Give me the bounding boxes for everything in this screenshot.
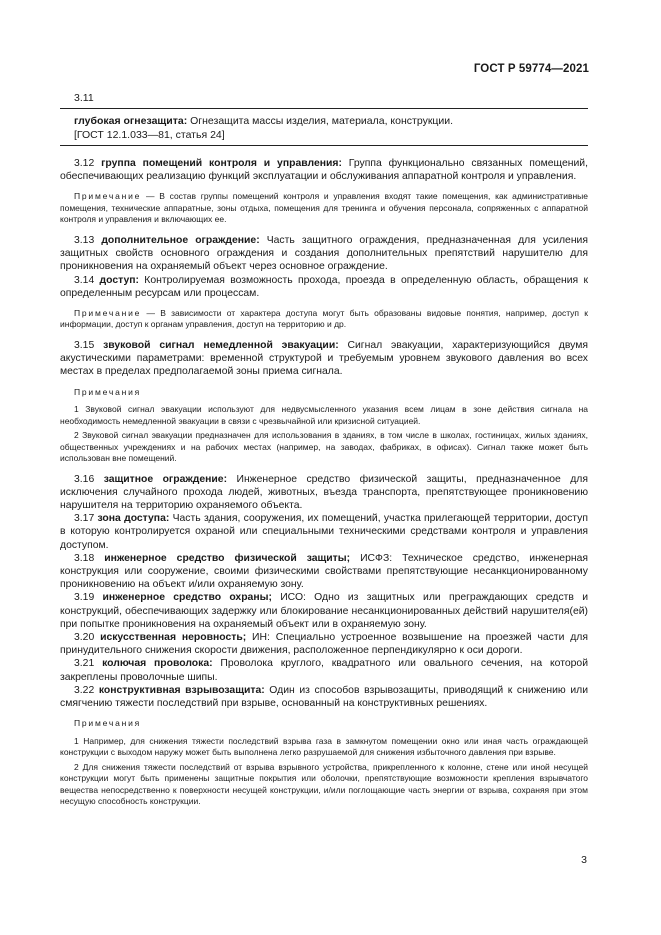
definition-3-11: Огнезащита массы изделия, материала, конструкции. bbox=[187, 115, 454, 127]
term-number: 3.19 bbox=[74, 592, 95, 604]
term-3-14: доступ: bbox=[99, 274, 139, 286]
note-label: Примечание bbox=[74, 191, 142, 202]
standard-header: ГОСТ Р 59774—2021 bbox=[473, 63, 589, 75]
definition-3-15: Сигнал эвакуации, характеризующийся двумя акустическими параметрами: временной структурой и требуемым уровнем звукового давления во всех местах в пределах предполагаемой зоны приема сигнала. bbox=[60, 339, 588, 378]
definition-3-16: Инженерное средство физической защиты, предназначенное для исключения случайного прохода людей, животных, въезда транспорта, препятствующее проникновению нарушителя на территорию охраняемого объекта. bbox=[60, 473, 588, 511]
term-entry-3-12 bbox=[60, 157, 588, 183]
term-3-21: колючая проволока: bbox=[102, 658, 213, 670]
term-3-18: инженерное средство физической защиты; bbox=[104, 552, 351, 564]
term-entry-3-13 bbox=[60, 234, 588, 274]
definition-3-20: ИН: Специально устроенное возвышение на проезжей части для принудительного снижения скорости движения, расположенное перпендикулярно к оси дороги. bbox=[60, 631, 588, 657]
note-label: Примечание bbox=[74, 307, 142, 318]
term-number: 3.14 bbox=[74, 274, 95, 286]
term-entry-3-16 bbox=[60, 473, 588, 513]
term-entry-3-19 bbox=[60, 591, 588, 631]
term-source-3-11: [ГОСТ 12.1.033—81, статья 24] bbox=[74, 129, 225, 141]
page-number: 3 bbox=[581, 854, 587, 866]
term-3-12: группа помещений контроля и управления: bbox=[101, 158, 342, 169]
notes-title-3-22: Примечания bbox=[74, 718, 142, 729]
term-number: 3.16 bbox=[74, 473, 95, 485]
term-number: 3.21 bbox=[74, 658, 95, 670]
notes-title-3-15: Примечания bbox=[74, 386, 142, 397]
definition-3-18: ИСФЗ: Техническое средство, инженерная конструкция или сооружение, своими физическими свойствами препятствующие несанкционированному проникновению на объект и/или охраняемую зону. bbox=[60, 552, 589, 591]
definition-3-17: Часть здания, сооружения, их помещений, участка прилегающей территории, доступ в которую контролируется охраной или специальными техническими средствами контроля и управления доступом. bbox=[60, 513, 588, 551]
definition-3-21: Проволока круглого, квадратного или овального сечения, на которой закреплены проволочные шипы. bbox=[60, 658, 588, 683]
term-3-16: защитное ограждение: bbox=[103, 473, 228, 485]
term-number: 3.17 bbox=[74, 513, 95, 525]
term-3-15: звуковой сигнал немедленной эвакуации: bbox=[103, 339, 339, 351]
definition-3-22: Один из способов взрывозащиты, приводящий к снижению или смягчению тяжести последствий при взрыве, основанный на конструктивных решениях. bbox=[60, 684, 588, 709]
note-3-12 bbox=[60, 191, 588, 226]
term-3-20: искусственная неровность; bbox=[100, 631, 247, 643]
term-entry-3-17 bbox=[60, 512, 588, 552]
term-number: 3.22 bbox=[74, 684, 95, 696]
term-3-22: конструктивная взрывозащита: bbox=[98, 684, 265, 696]
term-entry-3-14 bbox=[60, 274, 588, 300]
term-entry-3-15 bbox=[60, 339, 588, 379]
note-3-14 bbox=[60, 308, 588, 331]
note-3-15-2: 2 Звуковой сигнал эвакуации предназначен для использования в зданиях, в том числе в школах, гостиницах, жилых зданиях, общественных учреждениях и на рабочих местах (например, на заводах, фабриках, в офисах). Сигнал также может быть использован вне помещений. bbox=[60, 430, 588, 464]
term-number: 3.13 bbox=[74, 234, 95, 246]
term-3-13: дополнительное ограждение: bbox=[101, 234, 260, 246]
note-text: — В состав группы помещений контроля и управления входят такие помещения, как административные помещения, технические аппаратные, зоны отдыха, помещения для тренинга и обучения персонала, сопряженных с аппаратной контроля и управления и включающих ее. bbox=[60, 191, 588, 225]
term-3-17: зона доступа: bbox=[97, 513, 170, 525]
note-3-15-1: 1 Звуковой сигнал эвакуации используют для недвусмысленного указания всем лицам в зоне действия сигнала на необходимость немедленной эвакуации в связи с чрезвычайной или кризисной ситуацией. bbox=[60, 404, 588, 426]
term-definition-3-11 bbox=[74, 114, 588, 128]
definition-3-13: Часть защитного ограждения, предназначенная для усиления защитных свойств основного ограждения и создания дополнительных препятствий нарушителю для проникновения на охраняемый объект через основное ограждение. bbox=[60, 234, 588, 273]
term-number: 3.12 bbox=[74, 158, 95, 169]
page-content bbox=[60, 91, 588, 808]
term-3-19: инженерное средство охраны; bbox=[102, 592, 272, 604]
term-3-11: глубокая огнезащита: bbox=[74, 115, 188, 127]
definition-3-14: Контролируемая возможность прохода, проезда в определенную область, обращения к определенным ресурсам или процессам. bbox=[60, 274, 588, 299]
term-entry-3-18 bbox=[60, 552, 588, 592]
note-3-22-1: 1 Например, для снижения тяжести последствий взрыва газа в замкнутом помещении окно или иная часть ограждающей конструкции с выходом наружу может быть выполнена легко разрушаемой для снижения избыточного давления при взрыве. bbox=[60, 735, 588, 758]
term-entry-3-20 bbox=[60, 631, 588, 657]
definition-3-12: Группа функционально связанных помещений, обеспечивающих реализацию функций эксплуатации и обслуживания аппаратной контроля и управления. bbox=[60, 158, 588, 183]
term-entry-3-22 bbox=[60, 684, 588, 710]
term-number: 3.18 bbox=[74, 552, 95, 564]
definition-3-19: ИСО: Одно из защитных или преграждающих средств и конструкций, обеспечивающих задержку или блокирование несанкционированных действий нарушителя(ей) при попытке проникновения на охраняемый объект или в охраняемую зону. bbox=[60, 592, 588, 630]
term-entry-3-21 bbox=[60, 657, 588, 683]
note-3-22-2: 2 Для снижения тяжести последствий от взрыва взрывного устройства, прикрепленного к колонне, стене или иной несущей конструкции могут быть применены защитные покрытия или оболочки, препятствующие возможности крепления взрывчатого вещества непосредственно к поверхности несущей конструкции, и/или поглощающие часть энергии от взрыва, сохраняя при этом несущую способность конструкции. bbox=[60, 761, 588, 807]
term-number: 3.20 bbox=[74, 631, 95, 643]
quoted-term-box bbox=[60, 108, 588, 146]
term-number-3-11: 3.11 bbox=[74, 92, 94, 104]
term-number: 3.15 bbox=[74, 339, 95, 351]
note-text: — В зависимости от характера доступа могут быть образованы видовые понятия, например, доступ к информации, доступ к органам управления, доступ на территорию и др. bbox=[60, 307, 588, 330]
